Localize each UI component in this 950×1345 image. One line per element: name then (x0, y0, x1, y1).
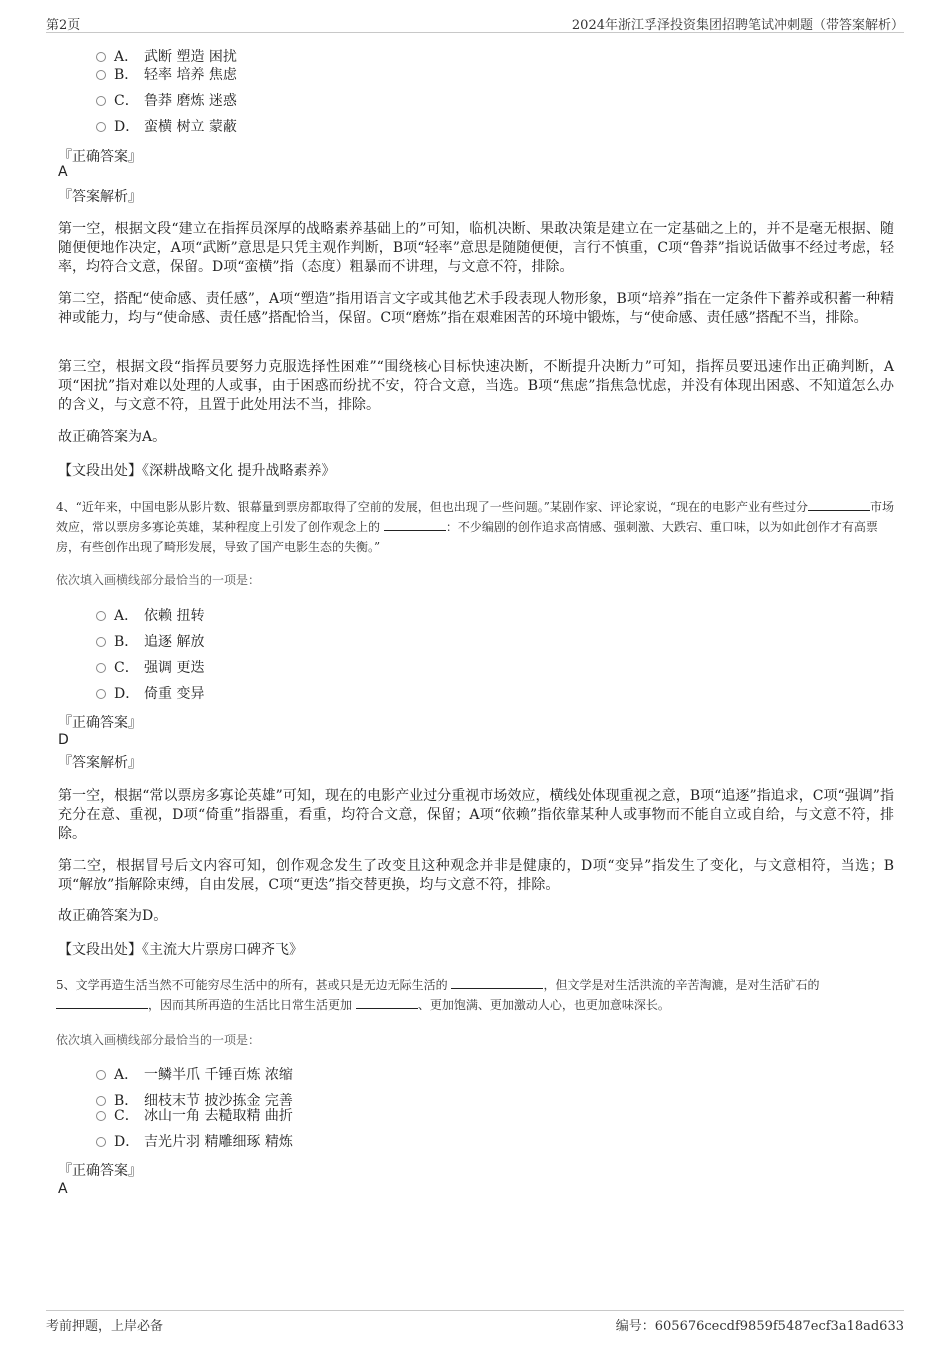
document-code: 编号：605676cecdf9859f5487ecf3a18ad633 (615, 1319, 904, 1334)
page-footer (46, 1310, 904, 1335)
radio-icon[interactable] (96, 52, 106, 62)
q4-stem: 4、“近年来，中国电影从影片数、银幕量到票房都取得了空前的发展，但也出现了一些问题。”某剧作家、评论家说，“现在的电影产业有些过分 市场效应，常以票房多寡论英雄，某种程度上引发了创作观念上的 ：不少编剧的创作追求高情感、强刺激、大跌宕、重口味，以为如此创作才有高票房，有些创作出现了畸形发展，导致了国产电影生态的失衡。” (56, 500, 895, 554)
q5-option-d[interactable]: D． 吉光片羽 精雕细琢 精炼 (96, 1133, 293, 1151)
q5-stem: 5、文学再造生活当然不可能穷尽生活中的所有，甚或只是无边无际生活的 ，但文学是对生活洪流的辛苦淘漉，是对生活矿石的 ，因而其所再造的生活比日常生活更加 、更加饱满、更加激动人心，也更加意味深长。 (56, 978, 820, 1012)
q4-option-b[interactable]: B． 追逐 解放 (96, 633, 204, 651)
q3-analysis-p3: 第三空，根据文段“指挥员要努力克服选择性困难”“围绕核心目标快速决断，不断提升决断力”可知，指挥员要迅速作出正确判断，A项“困扰”指对难以处理的人或事，由于困惑而纷扰不安，符合文意，当选。B项“焦虑”指焦急忧虑，并没有体现出困惑、不知道怎么办的含义，与文意不符，且置于此处用法不当，排除。 (58, 359, 894, 413)
fill-blank (56, 996, 148, 1009)
q4-answer-label: 『正确答案』 (58, 715, 142, 731)
q3-option-d[interactable]: D． 蛮横 树立 蒙蔽 (96, 118, 237, 136)
q4-prompt: 依次填入画横线部分最恰当的一项是： (56, 573, 261, 587)
q3-option-c[interactable]: C． 鲁莽 磨炼 迷惑 (96, 92, 237, 110)
q3-option-a[interactable]: A． 武断 塑造 困扰 (96, 48, 237, 66)
q4-analysis-p1: 第一空，根据“常以票房多寡论英雄”可知，现在的电影产业过分重视市场效应，横线处体现重视之意，B项“追逐”指追求，C项“强调”指充分在意、重视，D项“倚重”指器重，看重，均符合文意，保留；A项“依赖”指依靠某种人或事物而不能自立或自给，与文意不符，排除。 (58, 788, 894, 842)
radio-icon[interactable] (96, 1096, 106, 1106)
radio-icon[interactable] (96, 637, 106, 647)
page-header (46, 10, 904, 33)
radio-icon[interactable] (96, 1137, 106, 1147)
q4-conclusion: 故正确答案为D。 (58, 908, 168, 924)
footer-slogan: 考前押题，上岸必备 (46, 1319, 164, 1334)
q3-option-b[interactable]: B． 轻率 培养 焦虑 (96, 66, 237, 84)
document-title: 2024年浙江孚泽投资集团招聘笔试冲刺题（带答案解析） (571, 18, 904, 33)
radio-icon[interactable] (96, 96, 106, 106)
q4-option-d[interactable]: D． 倚重 变异 (96, 685, 204, 703)
fill-blank (808, 498, 870, 511)
radio-icon[interactable] (96, 122, 106, 132)
fill-blank (384, 518, 446, 531)
q3-answer: A (58, 164, 68, 180)
radio-icon[interactable] (96, 1070, 106, 1080)
q3-source: 【文段出处】《深耕战略文化 提升战略素养》 (58, 463, 336, 479)
q4-analysis-label: 『答案解析』 (58, 755, 142, 771)
q4-option-a[interactable]: A． 依赖 扭转 (96, 607, 204, 625)
fill-blank (356, 996, 418, 1009)
fill-blank (451, 976, 543, 989)
radio-icon[interactable] (96, 1111, 106, 1121)
q4-answer: D (58, 732, 69, 748)
q5-answer-label: 『正确答案』 (58, 1163, 142, 1179)
q5-prompt: 依次填入画横线部分最恰当的一项是： (56, 1033, 261, 1047)
q3-analysis-p2: 第二空，搭配“使命感、责任感”，A项“塑造”指用语言文字或其他艺术手段表现人物形象，B项“培养”指在一定条件下蓄养或积蓄一种精神或能力，均与“使命感、责任感”搭配恰当，保留。C项“磨炼”指在艰难困苦的环境中锻炼，与“使命感、责任感”搭配不当，排除。 (58, 291, 894, 326)
radio-icon[interactable] (96, 689, 106, 699)
q3-answer-label: 『正确答案』 (58, 149, 142, 165)
q3-analysis-label: 『答案解析』 (58, 189, 142, 205)
q5-option-c[interactable]: C． 冰山一角 去糙取精 曲折 (96, 1107, 293, 1125)
q4-option-c[interactable]: C． 强调 更迭 (96, 659, 204, 677)
radio-icon[interactable] (96, 611, 106, 621)
q4-source: 【文段出处】《主流大片票房口碑齐飞》 (58, 942, 303, 958)
q3-analysis-p1: 第一空，根据文段“建立在指挥员深厚的战略素养基础上的”可知，临机决断、果敢决策是建立在一定基础之上的，并不是毫无根据、随随便便地作决定，A项“武断”意思是只凭主观作判断，B项“轻率”意思是随随便便，言行不慎重，C项“鲁莽”指说话做事不经过考虑，轻率，均符合文意，保留。D项“蛮横”指（态度）粗暴而不讲理，与文意不符，排除。 (58, 221, 894, 275)
radio-icon[interactable] (96, 663, 106, 673)
q5-option-a[interactable]: A． 一鳞半爪 千锤百炼 浓缩 (96, 1066, 293, 1084)
q5-option-b[interactable]: B． 细枝末节 披沙拣金 完善 (96, 1092, 293, 1110)
q5-answer: A (58, 1181, 68, 1197)
page-number: 第2页 (46, 18, 81, 33)
q4-analysis-p2: 第二空，根据冒号后文内容可知，创作观念发生了改变且这种观念并非是健康的，D项“变异”指发生了变化，与文意相符，当选；B项“解放”指解除束缚，自由发展，C项“更迭”指交替更换，均与文意不符，排除。 (58, 858, 894, 893)
q3-conclusion: 故正确答案为A。 (58, 429, 167, 445)
radio-icon[interactable] (96, 70, 106, 80)
